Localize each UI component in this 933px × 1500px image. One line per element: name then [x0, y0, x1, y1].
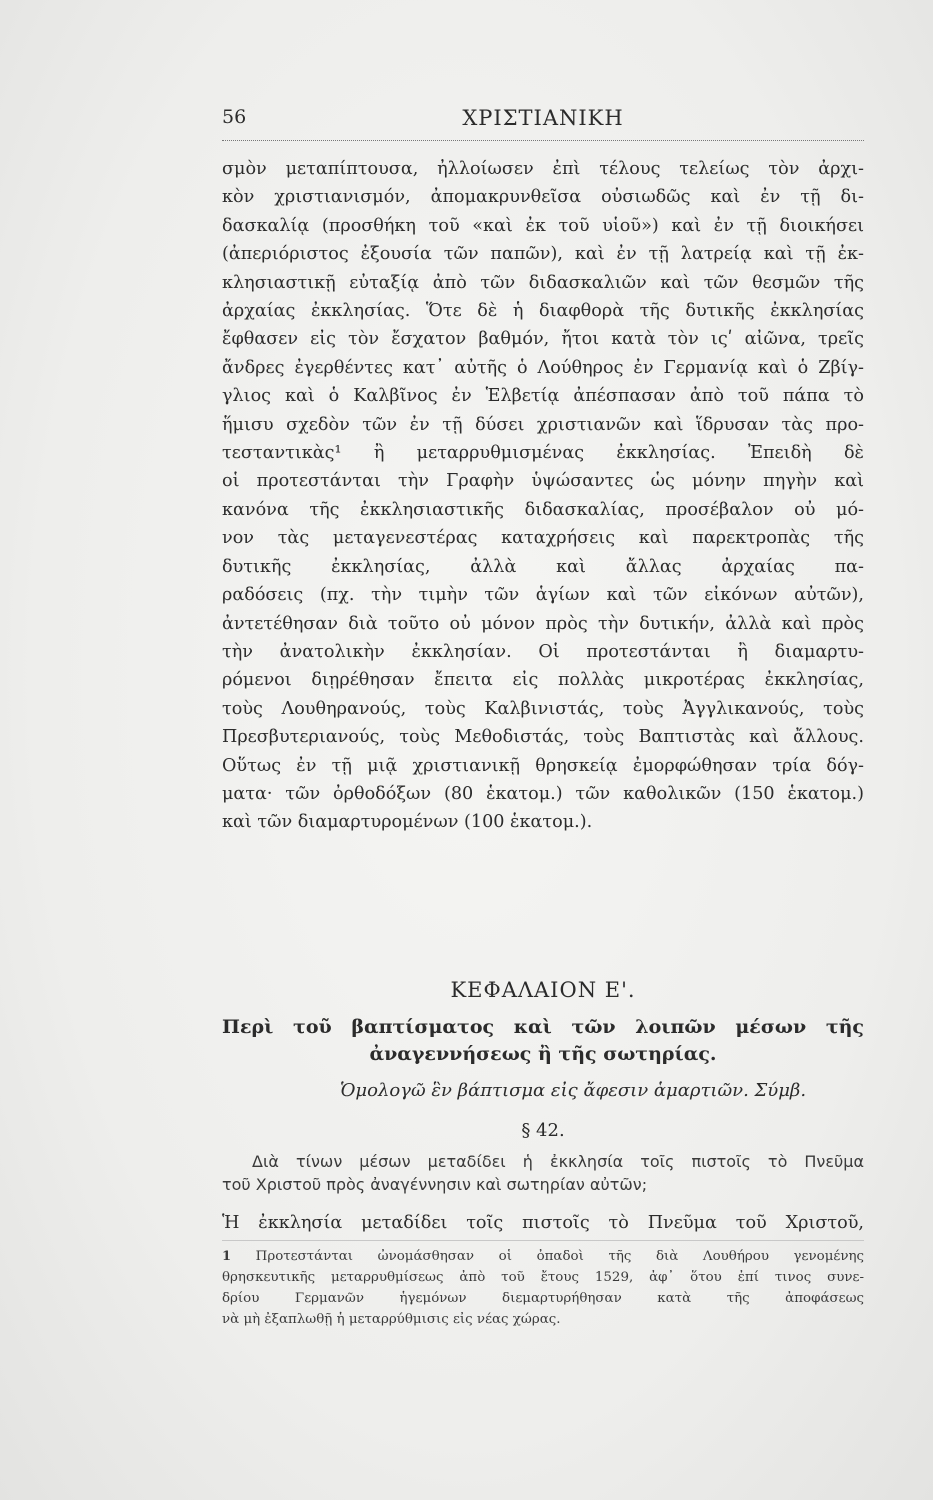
footnote: [222, 1246, 864, 1330]
footnote-line: νὰ μὴ ἐξαπλωθῇ ἡ μεταρρύθμισις εἰς νέας χώρας.: [222, 1312, 561, 1327]
body-line: (ἀπεριόριστος ἐξουσία τῶν παπῶν), καὶ ἐν τῇ λατρείᾳ καὶ τῇ ἐκ-: [222, 244, 864, 265]
catechism-answer: [222, 1213, 864, 1233]
catechism-question: [222, 1150, 864, 1196]
section-title-line: ἀναγεννήσεως ἢ τῆς σωτηρίας.: [369, 1043, 717, 1065]
page-header: [222, 106, 864, 136]
footnote-line: [222, 1246, 864, 1267]
body-line: ἔφθασεν εἰς τὸν ἔσχατον βαθμόν, ἤτοι κατὰ τὸν ιςʹ αἰῶνα, τρεῖς: [222, 329, 864, 350]
body-line: κὸν χριστιανισμόν, ἀπομακρυνθεῖσα οὐσιωδῶς καὶ ἐν τῇ δι-: [222, 187, 864, 208]
page-number: 56: [222, 106, 247, 128]
body-line: ἀρχαίας ἐκκλησίας. Ὅτε δὲ ἡ διαφθορὰ τῆς δυτικῆς ἐκκλησίας: [222, 301, 864, 322]
paragraph-number: § 42.: [521, 1120, 565, 1141]
body-line: νον τὰς μεταγενεστέρας καταχρήσεις καὶ παρεκτροπὰς τῆς: [222, 528, 864, 549]
body-line: ἀντετέθησαν διὰ τοῦτο οὐ μόνον πρὸς τὴν δυτικήν, ἀλλὰ καὶ πρὸς: [222, 613, 864, 634]
footnote-text: Προτεστάνται ὠνομάσθησαν οἱ ὀπαδοὶ τῆς διὰ Λουθήρου γενομένης: [255, 1249, 865, 1264]
body-line: σμὸν μεταπίπτουσα, ἠλλοίωσεν ἐπὶ τέλους τελείως τὸν ἀρχι-: [222, 159, 864, 179]
body-line: τεσταντικὰς¹ ἢ μεταρρυθμισμένας ἐκκλησίας. Ἐπειδὴ δὲ: [222, 443, 864, 464]
body-line: ἥμισυ σχεδὸν τῶν ἐν τῇ δύσει χριστιανῶν καὶ ἵδρυσαν τὰς προ-: [222, 414, 864, 435]
body-line: ἄνδρες ἐγερθέντες κατ᾽ αὐτῆς ὁ Λούθηρος ἐν Γερμανίᾳ καὶ ὁ Ζβίγ-: [222, 357, 864, 378]
body-line: δυτικῆς ἐκκλησίας, ἀλλὰ καὶ ἄλλας ἀρχαίας πα-: [222, 556, 864, 577]
footnote-mark: 1: [222, 1249, 232, 1264]
body-line: ρόμενοι διῃρέθησαν ἔπειτα εἰς πολλὰς μικροτέρας ἐκκλησίας,: [222, 670, 864, 691]
body-line: δασκαλίᾳ (προσθήκη τοῦ «καὶ ἐκ τοῦ υἱοῦ») καὶ ἐν τῇ διοικήσει: [222, 215, 864, 236]
body-text: [222, 155, 864, 837]
body-line: Πρεσβυτεριανούς, τοὺς Μεθοδιστάς, τοὺς Βαπτιστὰς καὶ ἄλλους.: [222, 727, 864, 748]
section-title-line: Περὶ τοῦ βαπτίσματος καὶ τῶν λοιπῶν μέσων τῆς: [222, 1016, 864, 1038]
header-rule: [222, 140, 864, 143]
answer-line: Ἡ ἐκκλησία μεταδίδει τοῖς πιστοῖς τὸ Πνεῦμα τοῦ Χριστοῦ,: [222, 1213, 864, 1233]
question-line: τοῦ Χριστοῦ πρὸς ἀναγέννησιν καὶ σωτηρίαν αὐτῶν;: [222, 1175, 648, 1194]
chapter-motto: Ὁμολογῶ ἓν βάπτισμα εἰς ἄφεσιν ἁμαρτιῶν. Σύμβ.: [339, 1080, 807, 1101]
body-line: κανόνα τῆς ἐκκλησιαστικῆς διδασκαλίας, προσέβαλον οὐ μό-: [222, 499, 864, 520]
question-line: Διὰ τίνων μέσων μεταδίδει ἡ ἐκκλησία τοῖς πιστοῖς τὸ Πνεῦμα: [252, 1152, 864, 1171]
footnote-line: θρησκευτικῆς μεταρρυθμίσεως ἀπὸ τοῦ ἔτους 1529, ἀφ᾽ ὅτου ἐπί τινος συνε-: [222, 1270, 864, 1285]
body-line: γλιος καὶ ὁ Καλβῖνος ἐν Ἑλβετίᾳ ἀπέσπασαν ἀπὸ τοῦ πάπα τὸ: [222, 386, 864, 407]
footnote-line: δρίου Γερμανῶν ἡγεμόνων διεμαρτυρήθησαν κατὰ τῆς ἀποφάσεως: [222, 1291, 864, 1306]
body-line: τοὺς Λουθηρανούς, τοὺς Καλβινιστάς, τοὺς Ἀγγλικανούς, τοὺς: [222, 698, 864, 719]
body-line: οἱ προτεστάνται τὴν Γραφὴν ὑψώσαντες ὡς μόνην πηγὴν καὶ: [222, 471, 864, 492]
footnote-rule: [222, 1240, 864, 1241]
body-line: τὴν ἀνατολικὴν ἐκκλησίαν. Οἱ προτεστάνται ἢ διαμαρτυ-: [222, 641, 864, 662]
body-line: Οὕτως ἐν τῇ μιᾷ χριστιανικῇ θρησκείᾳ ἐμορφώθησαν τρία δόγ-: [222, 755, 864, 776]
section-title: [222, 1014, 864, 1068]
body-line: καὶ τῶν διαμαρτυρομένων (100 ἑκατομ.).: [222, 812, 593, 833]
body-line: ραδόσεις (πχ. τὴν τιμὴν τῶν ἁγίων καὶ τῶν εἰκόνων αὐτῶν),: [222, 585, 864, 606]
body-line: ματα· τῶν ὀρθοδόξων (80 ἑκατομ.) τῶν καθολικῶν (150 ἑκατομ.): [222, 783, 864, 804]
running-head: ΧΡΙΣΤΙΑΝΙΚΗ: [462, 106, 624, 130]
chapter-title: ΚΕΦΑΛΑΙΟΝ Ε'.: [450, 978, 636, 1002]
body-line: κλησιαστικῇ εὐταξίᾳ ἀπὸ τῶν διδασκαλιῶν καὶ τῶν θεσμῶν τῆς: [222, 272, 864, 293]
